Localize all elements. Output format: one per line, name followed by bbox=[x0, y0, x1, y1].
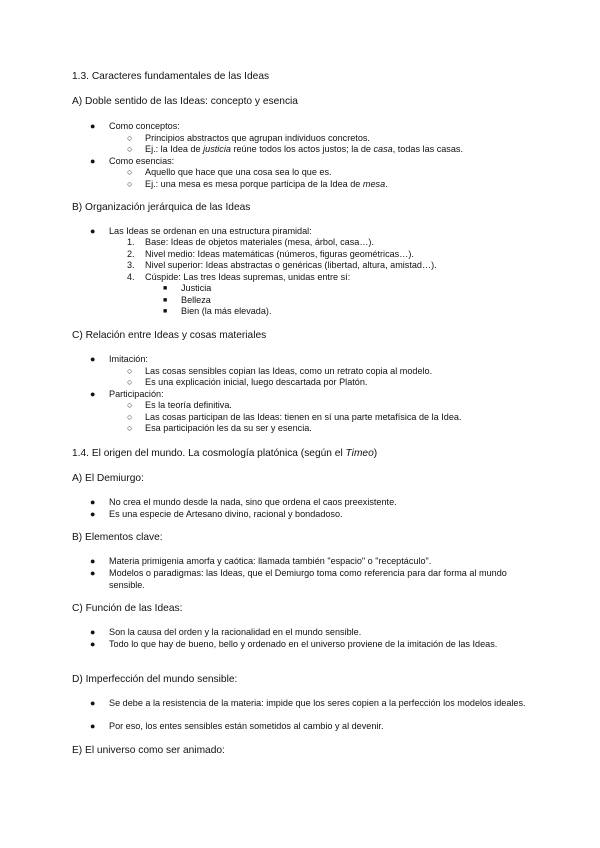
bullet: ● bbox=[90, 509, 96, 519]
circle-bullet: ○ bbox=[127, 412, 133, 422]
bullet: ● bbox=[90, 639, 96, 649]
bullet: ● bbox=[90, 568, 96, 578]
list-item: Nivel medio: Ideas matemáticas (números, figuras geométricas…). bbox=[145, 249, 414, 259]
list-item: Imitación: bbox=[109, 354, 148, 364]
circle-bullet: ○ bbox=[127, 400, 133, 410]
list-item: Son la causa del orden y la racionalidad en el mundo sensible. bbox=[109, 627, 362, 637]
list-item: No crea el mundo desde la nada, sino que ordena el caos preexistente. bbox=[109, 497, 397, 507]
bullet: ● bbox=[90, 556, 96, 566]
bullet: ● bbox=[90, 721, 96, 731]
bullet: ● bbox=[90, 156, 96, 166]
subsection-heading: A) El Demiurgo: bbox=[72, 473, 144, 484]
list-item: Todo lo que hay de bueno, bello y ordenado en el universo proviene de la imitación de las Ideas. bbox=[109, 639, 498, 649]
subsection-heading: A) Doble sentido de las Ideas: concepto y esencia bbox=[72, 96, 298, 107]
circle-bullet: ○ bbox=[127, 179, 133, 189]
subsection-heading: C) Relación entre Ideas y cosas materiales bbox=[72, 330, 267, 341]
list-item: Se debe a la resistencia de la materia: impide que los seres copien a la perfección los modelos ideales. bbox=[109, 698, 526, 708]
list-item: Aquello que hace que una cosa sea lo que es. bbox=[145, 167, 332, 177]
circle-bullet: ○ bbox=[127, 167, 133, 177]
list-item: Participación: bbox=[109, 389, 164, 399]
list-item: Es una explicación inicial, luego descartada por Platón. bbox=[145, 377, 368, 387]
list-item: Las Ideas se ordenan en una estructura piramidal: bbox=[109, 226, 312, 236]
list-number: 2. bbox=[127, 249, 135, 259]
bullet: ● bbox=[90, 226, 96, 236]
list-item: Es una especie de Artesano divino, racional y bondadoso. bbox=[109, 509, 343, 519]
list-item: Cúspide: Las tres Ideas supremas, unidas entre sí: bbox=[145, 272, 351, 282]
list-item: Bien (la más elevada). bbox=[181, 306, 272, 316]
bullet: ● bbox=[90, 389, 96, 399]
list-item: Nivel superior: Ideas abstractas o genéricas (libertad, altura, amistad…). bbox=[145, 260, 437, 270]
list-item: Base: Ideas de objetos materiales (mesa, árbol, casa…). bbox=[145, 237, 374, 247]
bullet: ● bbox=[90, 627, 96, 637]
list-item: Principios abstractos que agrupan individuos concretos. bbox=[145, 133, 370, 143]
circle-bullet: ○ bbox=[127, 377, 133, 387]
square-bullet: ■ bbox=[163, 285, 168, 292]
circle-bullet: ○ bbox=[127, 144, 133, 154]
list-number: 4. bbox=[127, 272, 135, 282]
circle-bullet: ○ bbox=[127, 366, 133, 376]
subsection-heading: C) Función de las Ideas: bbox=[72, 603, 183, 614]
list-item: Por eso, los entes sensibles están sometidos al cambio y al devenir. bbox=[109, 721, 384, 731]
circle-bullet: ○ bbox=[127, 423, 133, 433]
list-item: Como conceptos: bbox=[109, 121, 180, 131]
subsection-heading: D) Imperfección del mundo sensible: bbox=[72, 674, 238, 685]
section-title: 1.3. Caracteres fundamentales de las Ideas bbox=[72, 71, 270, 82]
square-bullet: ■ bbox=[163, 297, 168, 304]
list-item: Justicia bbox=[181, 283, 212, 293]
list-item: Como esencias: bbox=[109, 156, 175, 166]
subsection-heading: B) Organización jerárquica de las Ideas bbox=[72, 202, 251, 213]
section-title: 1.4. El origen del mundo. La cosmología platónica (según el Timeo) bbox=[72, 448, 378, 459]
list-item: Belleza bbox=[181, 295, 211, 305]
list-number: 3. bbox=[127, 260, 135, 270]
square-bullet: ■ bbox=[163, 308, 168, 315]
circle-bullet: ○ bbox=[127, 133, 133, 143]
bullet: ● bbox=[90, 121, 96, 131]
list-item: Ej.: una mesa es mesa porque participa de la Idea de mesa. bbox=[145, 179, 388, 189]
bullet: ● bbox=[90, 698, 96, 708]
list-item: Materia primigenia amorfa y caótica: llamada también "espacio" o "receptáculo". bbox=[109, 556, 432, 566]
list-item: Las cosas sensibles copian las Ideas, como un retrato copia al modelo. bbox=[145, 366, 433, 376]
list-number: 1. bbox=[127, 237, 135, 247]
list-item: Modelos o paradigmas: las Ideas, que el Demiurgo toma como referencia para dar forma al mundo sensible. bbox=[109, 568, 507, 590]
subsection-heading: E) El universo como ser animado: bbox=[72, 745, 225, 756]
subsection-heading: B) Elementos clave: bbox=[72, 532, 163, 543]
list-item: Esa participación les da su ser y esencia. bbox=[145, 423, 312, 433]
bullet: ● bbox=[90, 354, 96, 364]
list-item: Es la teoría definitiva. bbox=[145, 400, 232, 410]
list-item: Ej.: la Idea de justicia reúne todos los actos justos; la de casa, todas las casas. bbox=[145, 144, 463, 154]
bullet: ● bbox=[90, 497, 96, 507]
list-item: Las cosas participan de las Ideas: tienen en sí una parte metafísica de la Idea. bbox=[145, 412, 462, 422]
